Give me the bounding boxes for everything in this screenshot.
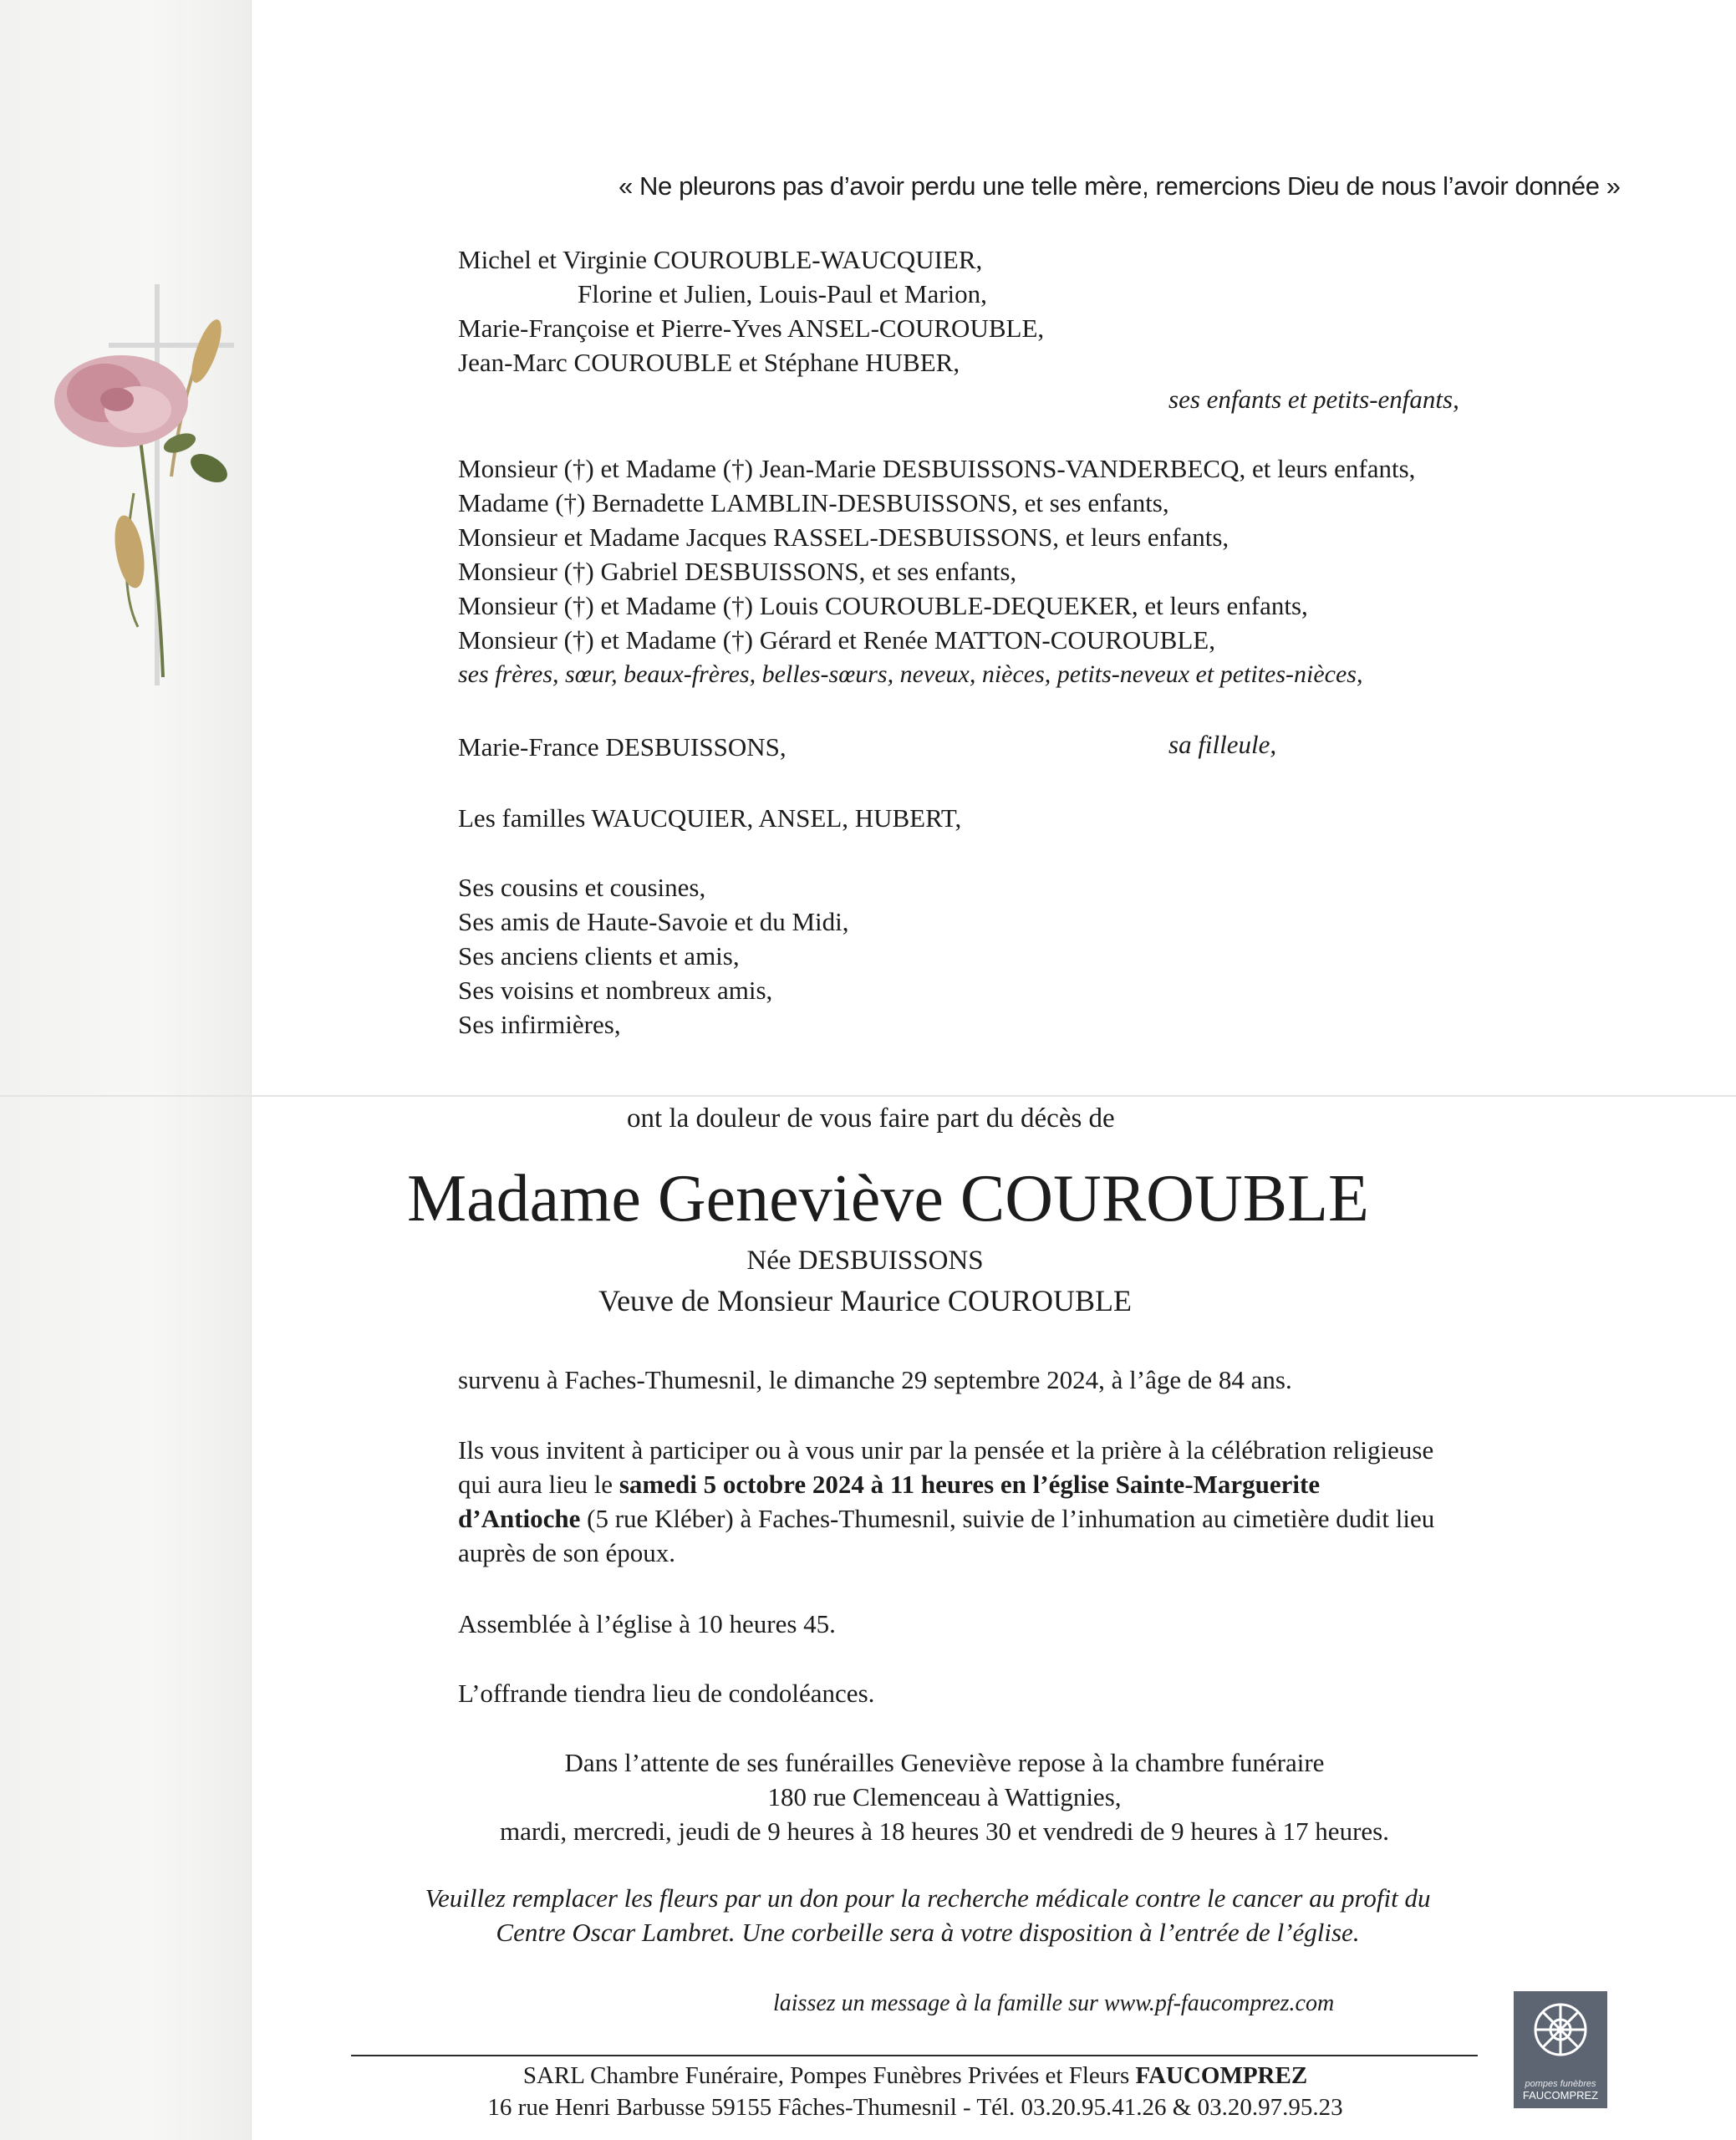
ceremony-line bbox=[458, 1467, 1434, 1501]
others-section bbox=[458, 870, 849, 1042]
ceremony-line: Ils vous invitent à participer ou à vous unir par la pensée et la prière à la célébration religieuse bbox=[458, 1435, 1434, 1465]
ceremony-church-name: d’Antioche bbox=[458, 1504, 581, 1533]
funeral-home-line: mardi, mercredi, jeudi de 9 heures à 18 heures 30 et vendredi de 9 heures à 17 heures. bbox=[500, 1816, 1389, 1846]
logo-text-brand: FAUCOMPREZ bbox=[1522, 2089, 1599, 2102]
widow-line: Veuve de Monsieur Maurice COUROUBLE bbox=[598, 1284, 1132, 1317]
children-line: Marie-Françoise et Pierre-Yves ANSEL-COUROUBLE, bbox=[458, 313, 1045, 343]
footer-company-text: SARL Chambre Funéraire, Pompes Funèbres Privées et Fleurs bbox=[522, 2062, 1136, 2089]
others-line: Ses voisins et nombreux amis, bbox=[458, 976, 773, 1005]
footer-divider bbox=[351, 2055, 1478, 2056]
funeral-home-line: 180 rue Clemenceau à Wattignies, bbox=[767, 1782, 1122, 1811]
maiden-name: Née DESBUISSONS bbox=[746, 1246, 984, 1276]
sibling-line: Monsieur et Madame Jacques RASSEL-DESBUISSONS, et leurs enfants, bbox=[458, 522, 1229, 552]
logo-text-small: pompes funèbres bbox=[1525, 2079, 1596, 2089]
children-line: Florine et Julien, Louis-Paul et Marion, bbox=[578, 279, 987, 308]
footer-company bbox=[318, 2060, 1513, 2092]
offering-notice: L’offrande tiendra lieu de condoléances. bbox=[458, 1679, 875, 1708]
children-line: Jean-Marc COUROUBLE et Stéphane HUBER, bbox=[458, 348, 960, 377]
others-line: Ses amis de Haute-Savoie et du Midi, bbox=[458, 907, 849, 936]
donation-line: Centre Oscar Lambret. Une corbeille sera à votre disposition à l’entrée de l’église. bbox=[496, 1918, 1360, 1947]
cross-and-rose-icon bbox=[46, 276, 247, 711]
death-notice: survenu à Faches-Thumesnil, le dimanche 29 septembre 2024, à l’âge de 84 ans. bbox=[458, 1365, 1292, 1394]
ceremony-line: auprès de son époux. bbox=[458, 1538, 675, 1567]
children-line: Michel et Virginie COUROUBLE-WAUCQUIER, bbox=[458, 245, 983, 274]
others-line: Ses anciens clients et amis, bbox=[458, 941, 740, 971]
fold-line bbox=[0, 1095, 1736, 1097]
others-line: Ses cousins et cousines, bbox=[458, 873, 706, 902]
sibling-line: Monsieur (†) et Madame (†) Gérard et Renée MATTON-COUROUBLE, bbox=[458, 625, 1215, 655]
goddaughter-role: sa filleule, bbox=[1168, 730, 1277, 759]
website-message: laissez un message à la famille sur www.pf-faucomprez.com bbox=[773, 1990, 1335, 2016]
ceremony-text: qui aura lieu le bbox=[458, 1470, 619, 1499]
siblings-role: ses frères, sœur, beaux-frères, belles-sœurs, neveux, nièces, petits-neveux et petites-nièces, bbox=[458, 660, 1363, 688]
ceremony-text: (5 rue Kléber) à Faches-Thumesnil, suivie de l’inhumation au cimetière dudit lieu bbox=[580, 1504, 1435, 1533]
rosette-emblem-icon bbox=[1514, 1991, 1607, 2075]
ceremony-line bbox=[458, 1501, 1434, 1536]
children-role: ses enfants et petits-enfants, bbox=[1168, 385, 1459, 414]
footer-address: 16 rue Henri Barbusse 59155 Fâches-Thumesnil - Tél. 03.20.95.41.26 & 03.20.97.95.23 bbox=[487, 2094, 1343, 2121]
sibling-line: Madame (†) Bernadette LAMBLIN-DESBUISSONS, et ses enfants, bbox=[458, 488, 1169, 517]
families-line: Les familles WAUCQUIER, ANSEL, HUBERT, bbox=[458, 803, 962, 833]
deceased-name: Madame Geneviève COUROUBLE bbox=[407, 1162, 1369, 1236]
footer-company-brand: FAUCOMPREZ bbox=[1135, 2062, 1308, 2089]
assembly-notice: Assemblée à l’église à 10 heures 45. bbox=[458, 1609, 836, 1638]
funeral-home-section bbox=[384, 1745, 1504, 1848]
sibling-line: Monsieur (†) et Madame (†) Jean-Marie DESBUISSONS-VANDERBECQ, et leurs enfants, bbox=[458, 454, 1416, 483]
goddaughter-name: Marie-France DESBUISSONS, bbox=[458, 732, 787, 762]
siblings-section bbox=[458, 451, 1415, 691]
funeral-home-line: Dans l’attente de ses funérailles Geneviève repose à la chambre funéraire bbox=[564, 1748, 1325, 1777]
ceremony-date-place: samedi 5 octobre 2024 à 11 heures en l’église Sainte-Marguerite bbox=[619, 1470, 1321, 1499]
children-section bbox=[458, 242, 1044, 380]
announcement: ont la douleur de vous faire part du décès de bbox=[627, 1103, 1115, 1134]
ceremony-paragraph bbox=[458, 1433, 1434, 1570]
epigraph-quote: « Ne pleurons pas d’avoir perdu une telle mère, remercions Dieu de nous l’avoir donnée » bbox=[619, 171, 1621, 201]
others-line: Ses infirmières, bbox=[458, 1010, 621, 1039]
donation-line: Veuillez remplacer les fleurs par un don pour la recherche médicale contre le cancer au profit du bbox=[425, 1883, 1431, 1913]
donation-notice bbox=[351, 1881, 1504, 1949]
sibling-line: Monsieur (†) Gabriel DESBUISSONS, et ses enfants, bbox=[458, 557, 1017, 586]
sibling-line: Monsieur (†) et Madame (†) Louis COUROUBLE-DEQUEKER, et leurs enfants, bbox=[458, 591, 1308, 620]
company-logo bbox=[1514, 1991, 1607, 2108]
